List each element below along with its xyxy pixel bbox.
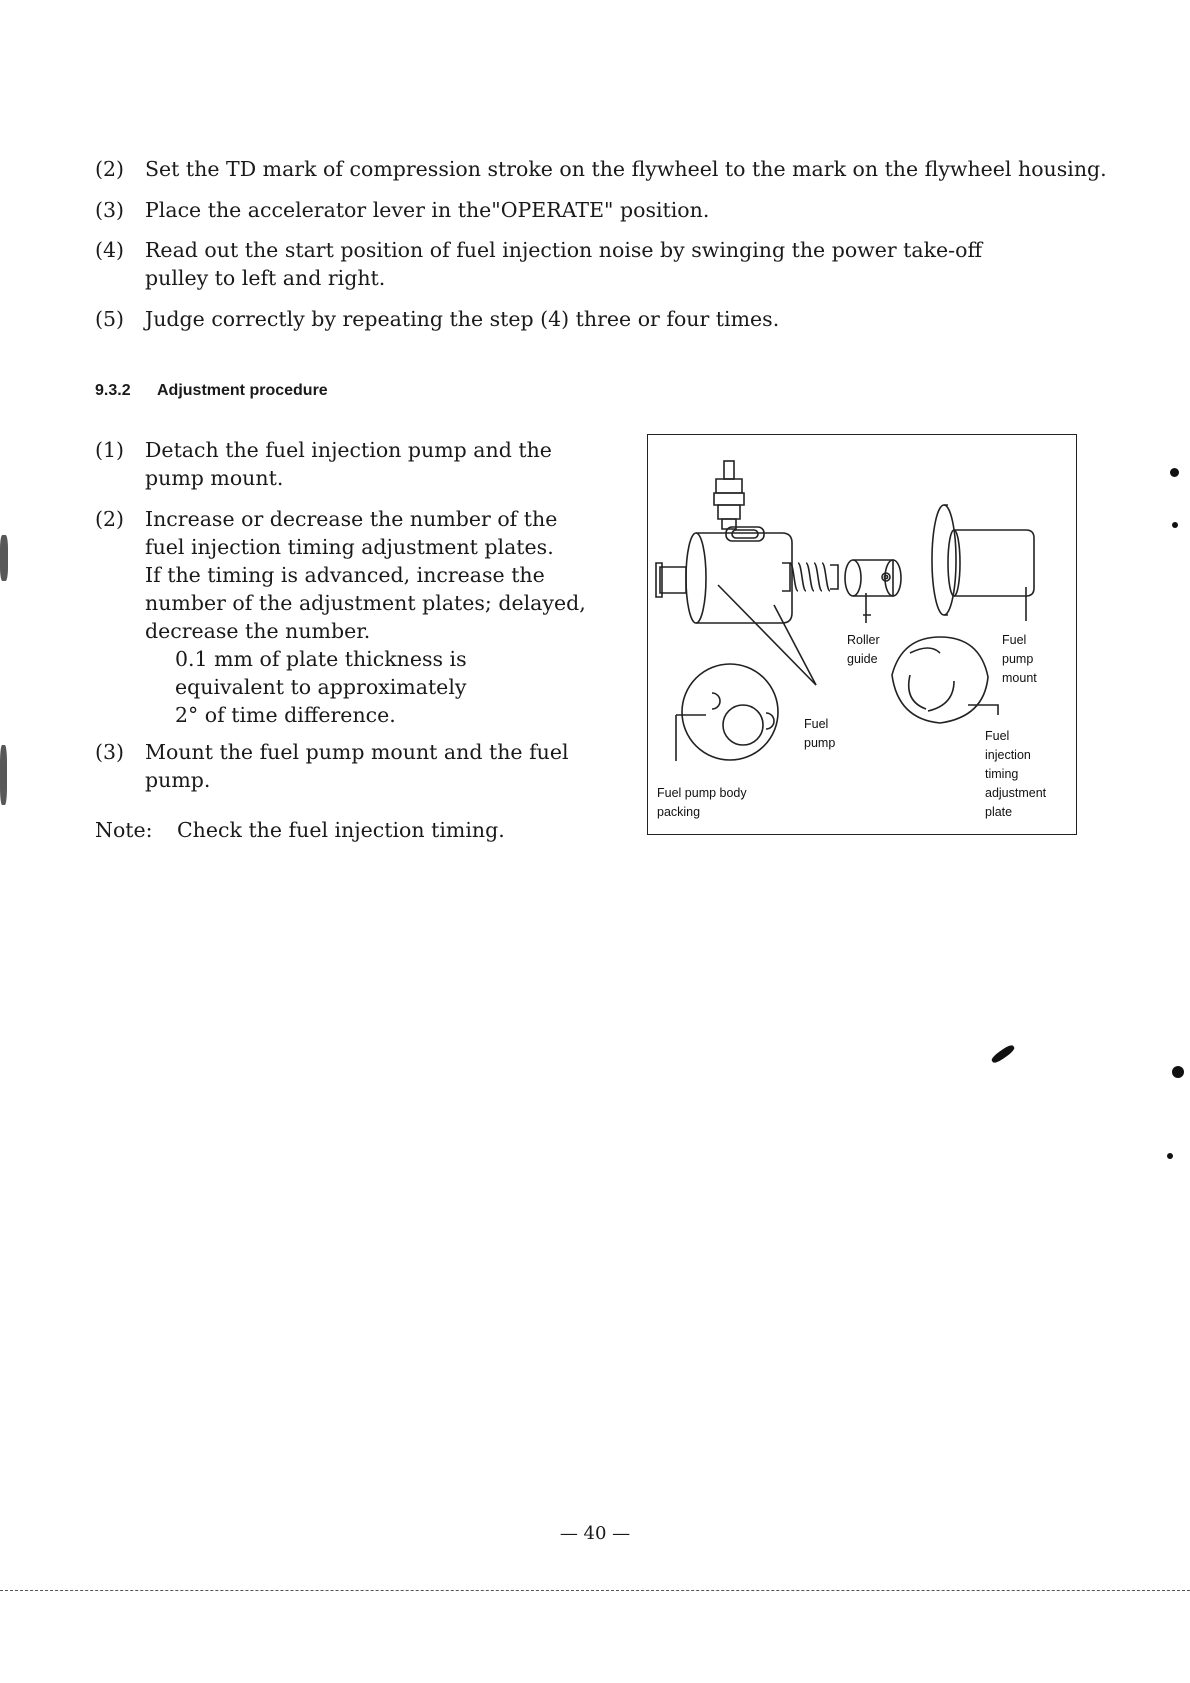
step-line: fuel injection timing adjustment plates.	[145, 535, 554, 559]
step-subline: 2° of time difference.	[175, 703, 396, 727]
scan-speck	[1172, 1066, 1184, 1078]
label-fuel-pump-mount	[1002, 631, 1037, 688]
label-line: timing	[985, 767, 1019, 781]
step-subline: 0.1 mm of plate thickness is	[175, 647, 467, 671]
section-number: 9.3.2	[95, 382, 131, 399]
label-line: mount	[1002, 671, 1037, 685]
step-line: Detach the fuel injection pump and the	[145, 438, 552, 462]
note-text: Check the fuel injection timing.	[177, 818, 505, 842]
label-line: pump	[1002, 652, 1034, 666]
step-number: (2)	[95, 507, 125, 531]
step-number: (3)	[95, 198, 125, 222]
step-number: (5)	[95, 307, 125, 331]
fitting-stem	[724, 461, 734, 479]
leader-packing	[718, 585, 816, 685]
step-number: (2)	[95, 157, 125, 181]
scan-speck	[1170, 468, 1179, 477]
step-number: (1)	[95, 438, 125, 462]
section-title: Adjustment procedure	[157, 382, 328, 399]
label-line: plate	[985, 805, 1013, 819]
step-line: number of the adjustment plates; delayed,	[145, 591, 586, 615]
step-line: If the timing is advanced, increase the	[145, 563, 545, 587]
section-heading	[95, 382, 328, 400]
page-number: — 40 —	[559, 1523, 631, 1544]
step-line: pulley to left and right.	[145, 266, 386, 290]
scan-edge-line	[0, 1590, 1190, 1591]
pump-body	[696, 533, 792, 623]
step-line: Increase or decrease the number of the	[145, 507, 558, 531]
scan-speck	[0, 745, 7, 805]
scan-speck	[1172, 522, 1178, 528]
label-line: Fuel	[804, 717, 829, 731]
note	[95, 818, 505, 842]
step-line: Set the TD mark of compression stroke on the flywheel to the mark on the flywheel housing.	[145, 157, 1107, 181]
scan-speck	[1167, 1153, 1173, 1159]
label-line: Fuel pump body	[657, 786, 747, 800]
label-line: packing	[657, 805, 701, 819]
packing-disk	[682, 664, 778, 760]
adjustment-plate	[892, 637, 988, 723]
label-line: guide	[847, 652, 878, 666]
label-line: pump	[804, 736, 836, 750]
step-line: Read out the start position of fuel injection noise by swinging the power take-off	[145, 238, 983, 262]
step-line: pump mount.	[145, 466, 284, 490]
scan-speck	[990, 1043, 1016, 1064]
label-line: injection	[985, 748, 1031, 762]
step-line: decrease the number.	[145, 619, 371, 643]
roller-guide	[845, 560, 861, 596]
spring	[782, 563, 838, 591]
label-adjustment-plate	[985, 727, 1046, 822]
label-line: Fuel	[1002, 633, 1027, 647]
label-fuel-pump	[804, 715, 835, 753]
pump-diagram	[647, 434, 1077, 835]
fitting-nut	[716, 479, 742, 493]
scan-speck	[0, 535, 8, 581]
step-line: Mount the fuel pump mount and the fuel	[145, 740, 569, 764]
label-line: Roller	[847, 633, 880, 647]
label-roller-guide	[847, 631, 880, 669]
note-label: Note:	[95, 818, 153, 842]
step-line: Judge correctly by repeating the step (4) three or four times.	[145, 307, 780, 331]
pump-mount	[932, 505, 956, 615]
step-line: pump.	[145, 768, 211, 792]
step-number: (3)	[95, 740, 125, 764]
label-body-packing	[657, 784, 747, 822]
step-number: (4)	[95, 238, 125, 262]
step-line: Place the accelerator lever in the"OPERATE" position.	[145, 198, 710, 222]
label-line: adjustment	[985, 786, 1047, 800]
label-line: Fuel	[985, 729, 1010, 743]
step-subline: equivalent to approximately	[175, 675, 467, 699]
leader-pump	[774, 605, 816, 685]
